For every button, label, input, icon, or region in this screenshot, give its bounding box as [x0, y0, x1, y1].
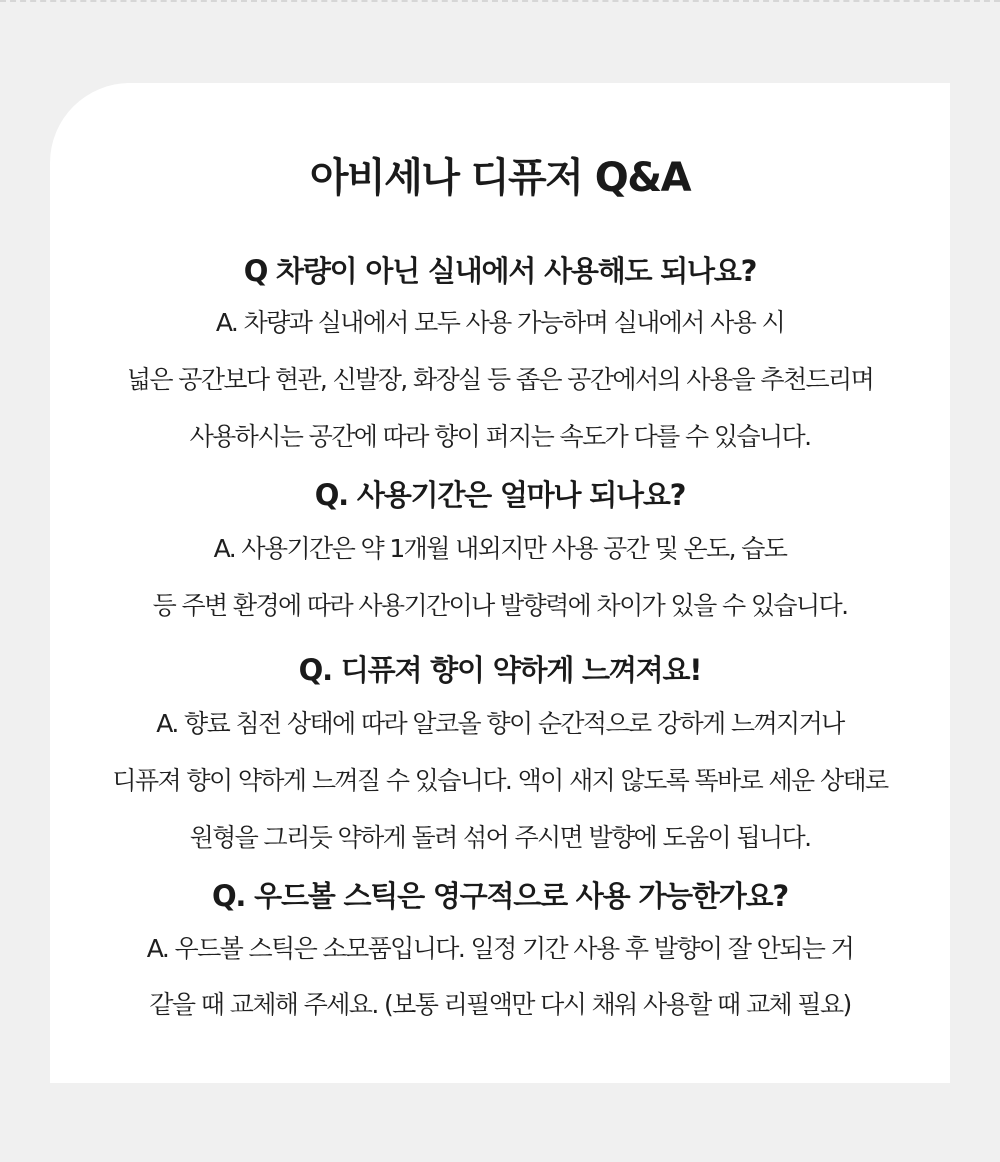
- qa-item: [50, 876, 950, 1033]
- answer-line: A. 우드볼 스틱은 소모품입니다. 일정 기간 사용 후 발향이 잘 안되는 거: [146, 934, 854, 963]
- answer-text: [50, 294, 950, 465]
- page-title: 아비세나 디퓨저 Q&A: [309, 155, 691, 201]
- question-text: Q. 우드볼 스틱은 영구적으로 사용 가능한가요?: [211, 879, 789, 913]
- answer-text: [50, 921, 950, 1033]
- question-text: Q. 디퓨져 향이 약하게 느껴져요!: [298, 653, 702, 687]
- answer-line: A. 사용기간은 약 1개월 내외지만 사용 공간 및 온도, 습도: [213, 534, 787, 563]
- answer-line: 사용하시는 공간에 따라 향이 퍼지는 속도가 다를 수 있습니다.: [189, 422, 811, 451]
- qa-card: [50, 83, 950, 1083]
- answer-line: 같을 때 교체해 주세요. (보통 리필액만 다시 채워 사용할 때 교체 필요): [149, 990, 851, 1019]
- qa-item: [50, 251, 950, 465]
- answer-text: [50, 520, 950, 634]
- qa-item: [50, 650, 950, 866]
- answer-line: A. 향료 침전 상태에 따라 알코올 향이 순간적으로 강하게 느껴지거나: [156, 709, 844, 738]
- answer-line: A. 차량과 실내에서 모두 사용 가능하며 실내에서 사용 시: [215, 308, 785, 337]
- top-dashed-divider: [0, 0, 1000, 2]
- answer-text: [50, 695, 950, 866]
- qa-item: [50, 475, 950, 634]
- answer-line: 등 주변 환경에 따라 사용기간이나 발향력에 차이가 있을 수 있습니다.: [152, 591, 848, 620]
- answer-line: 원형을 그리듯 약하게 돌려 섞어 주시면 발향에 도움이 됩니다.: [189, 823, 811, 852]
- answer-line: 넓은 공간보다 현관, 신발장, 화장실 등 좁은 공간에서의 사용을 추천드리며: [126, 365, 874, 394]
- question-text: Q 차량이 아닌 실내에서 사용해도 되나요?: [243, 254, 757, 288]
- question-text: Q. 사용기간은 얼마나 되나요?: [314, 478, 686, 512]
- answer-line: 디퓨져 향이 약하게 느껴질 수 있습니다. 액이 새지 않도록 똑바로 세운 상태로: [112, 766, 888, 795]
